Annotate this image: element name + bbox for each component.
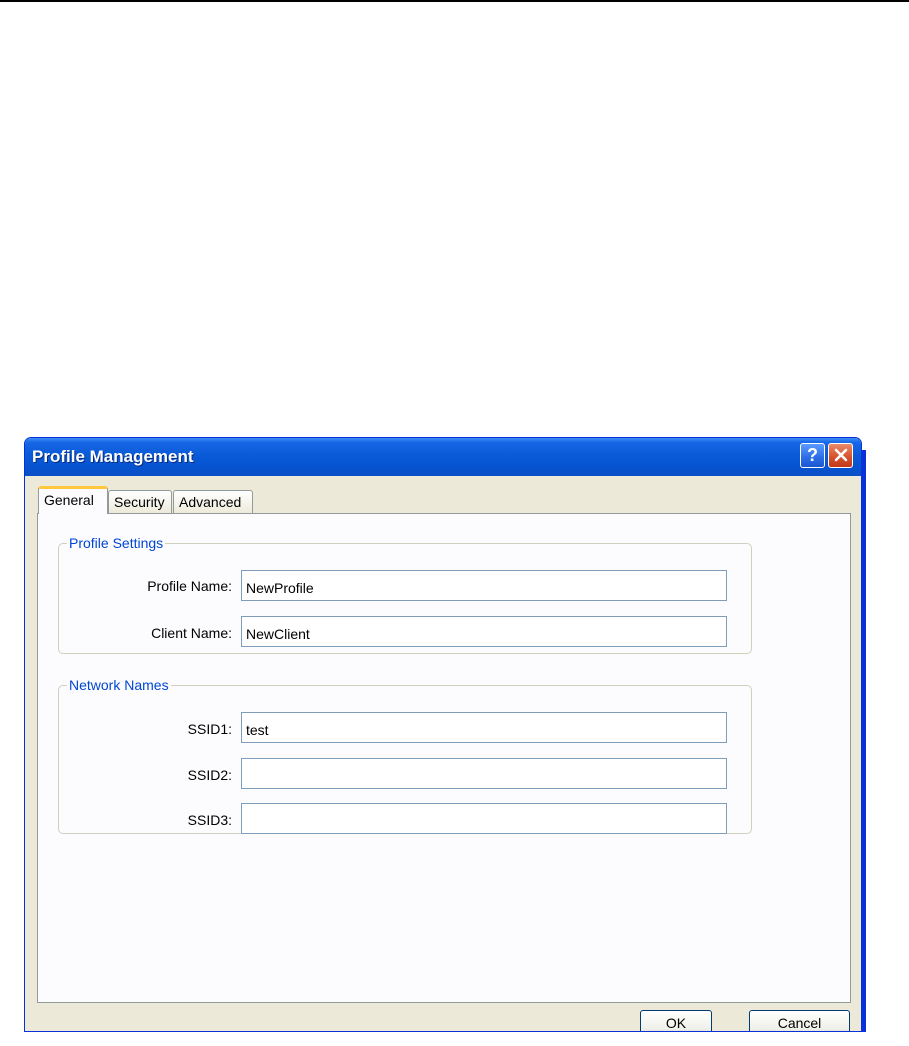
ssid3-label: SSID3:	[187, 812, 232, 828]
profile-management-dialog	[24, 437, 862, 1032]
ssid2-label: SSID2:	[187, 767, 232, 783]
ssid1-label: SSID1:	[187, 721, 232, 737]
ssid3-field[interactable]	[241, 803, 727, 834]
tab-general-label: General	[44, 492, 94, 508]
client-name-label: Client Name:	[151, 625, 232, 641]
tab-advanced[interactable]	[173, 490, 253, 513]
network-names-legend: Network Names	[69, 677, 169, 693]
ok-button[interactable]	[640, 1010, 712, 1032]
top-rule	[0, 0, 909, 2]
client-name-field[interactable]	[241, 616, 727, 647]
tab-advanced-label: Advanced	[179, 494, 242, 510]
close-button[interactable]	[828, 443, 853, 468]
help-button[interactable]	[800, 443, 825, 468]
profile-settings-legend: Profile Settings	[69, 535, 164, 551]
ssid2-field[interactable]	[241, 758, 727, 789]
cancel-button[interactable]	[749, 1010, 850, 1032]
tab-security-label: Security	[114, 494, 165, 510]
cancel-button-label: Cancel	[777, 1015, 822, 1031]
profile-name-label: Profile Name:	[147, 578, 232, 594]
window-title: Profile Management	[32, 447, 194, 466]
tab-security[interactable]	[108, 490, 172, 513]
title-bar[interactable]	[25, 438, 861, 476]
tab-general[interactable]	[38, 486, 108, 514]
profile-name-field[interactable]	[241, 570, 727, 601]
general-tab-panel	[37, 513, 851, 1003]
network-names-group	[58, 677, 752, 834]
ssid1-field[interactable]	[241, 712, 727, 743]
close-icon	[834, 448, 848, 462]
window-frame-edge	[862, 450, 866, 1032]
ok-button-label: OK	[665, 1015, 687, 1031]
help-icon: ?	[807, 445, 818, 465]
profile-settings-group	[58, 535, 752, 654]
